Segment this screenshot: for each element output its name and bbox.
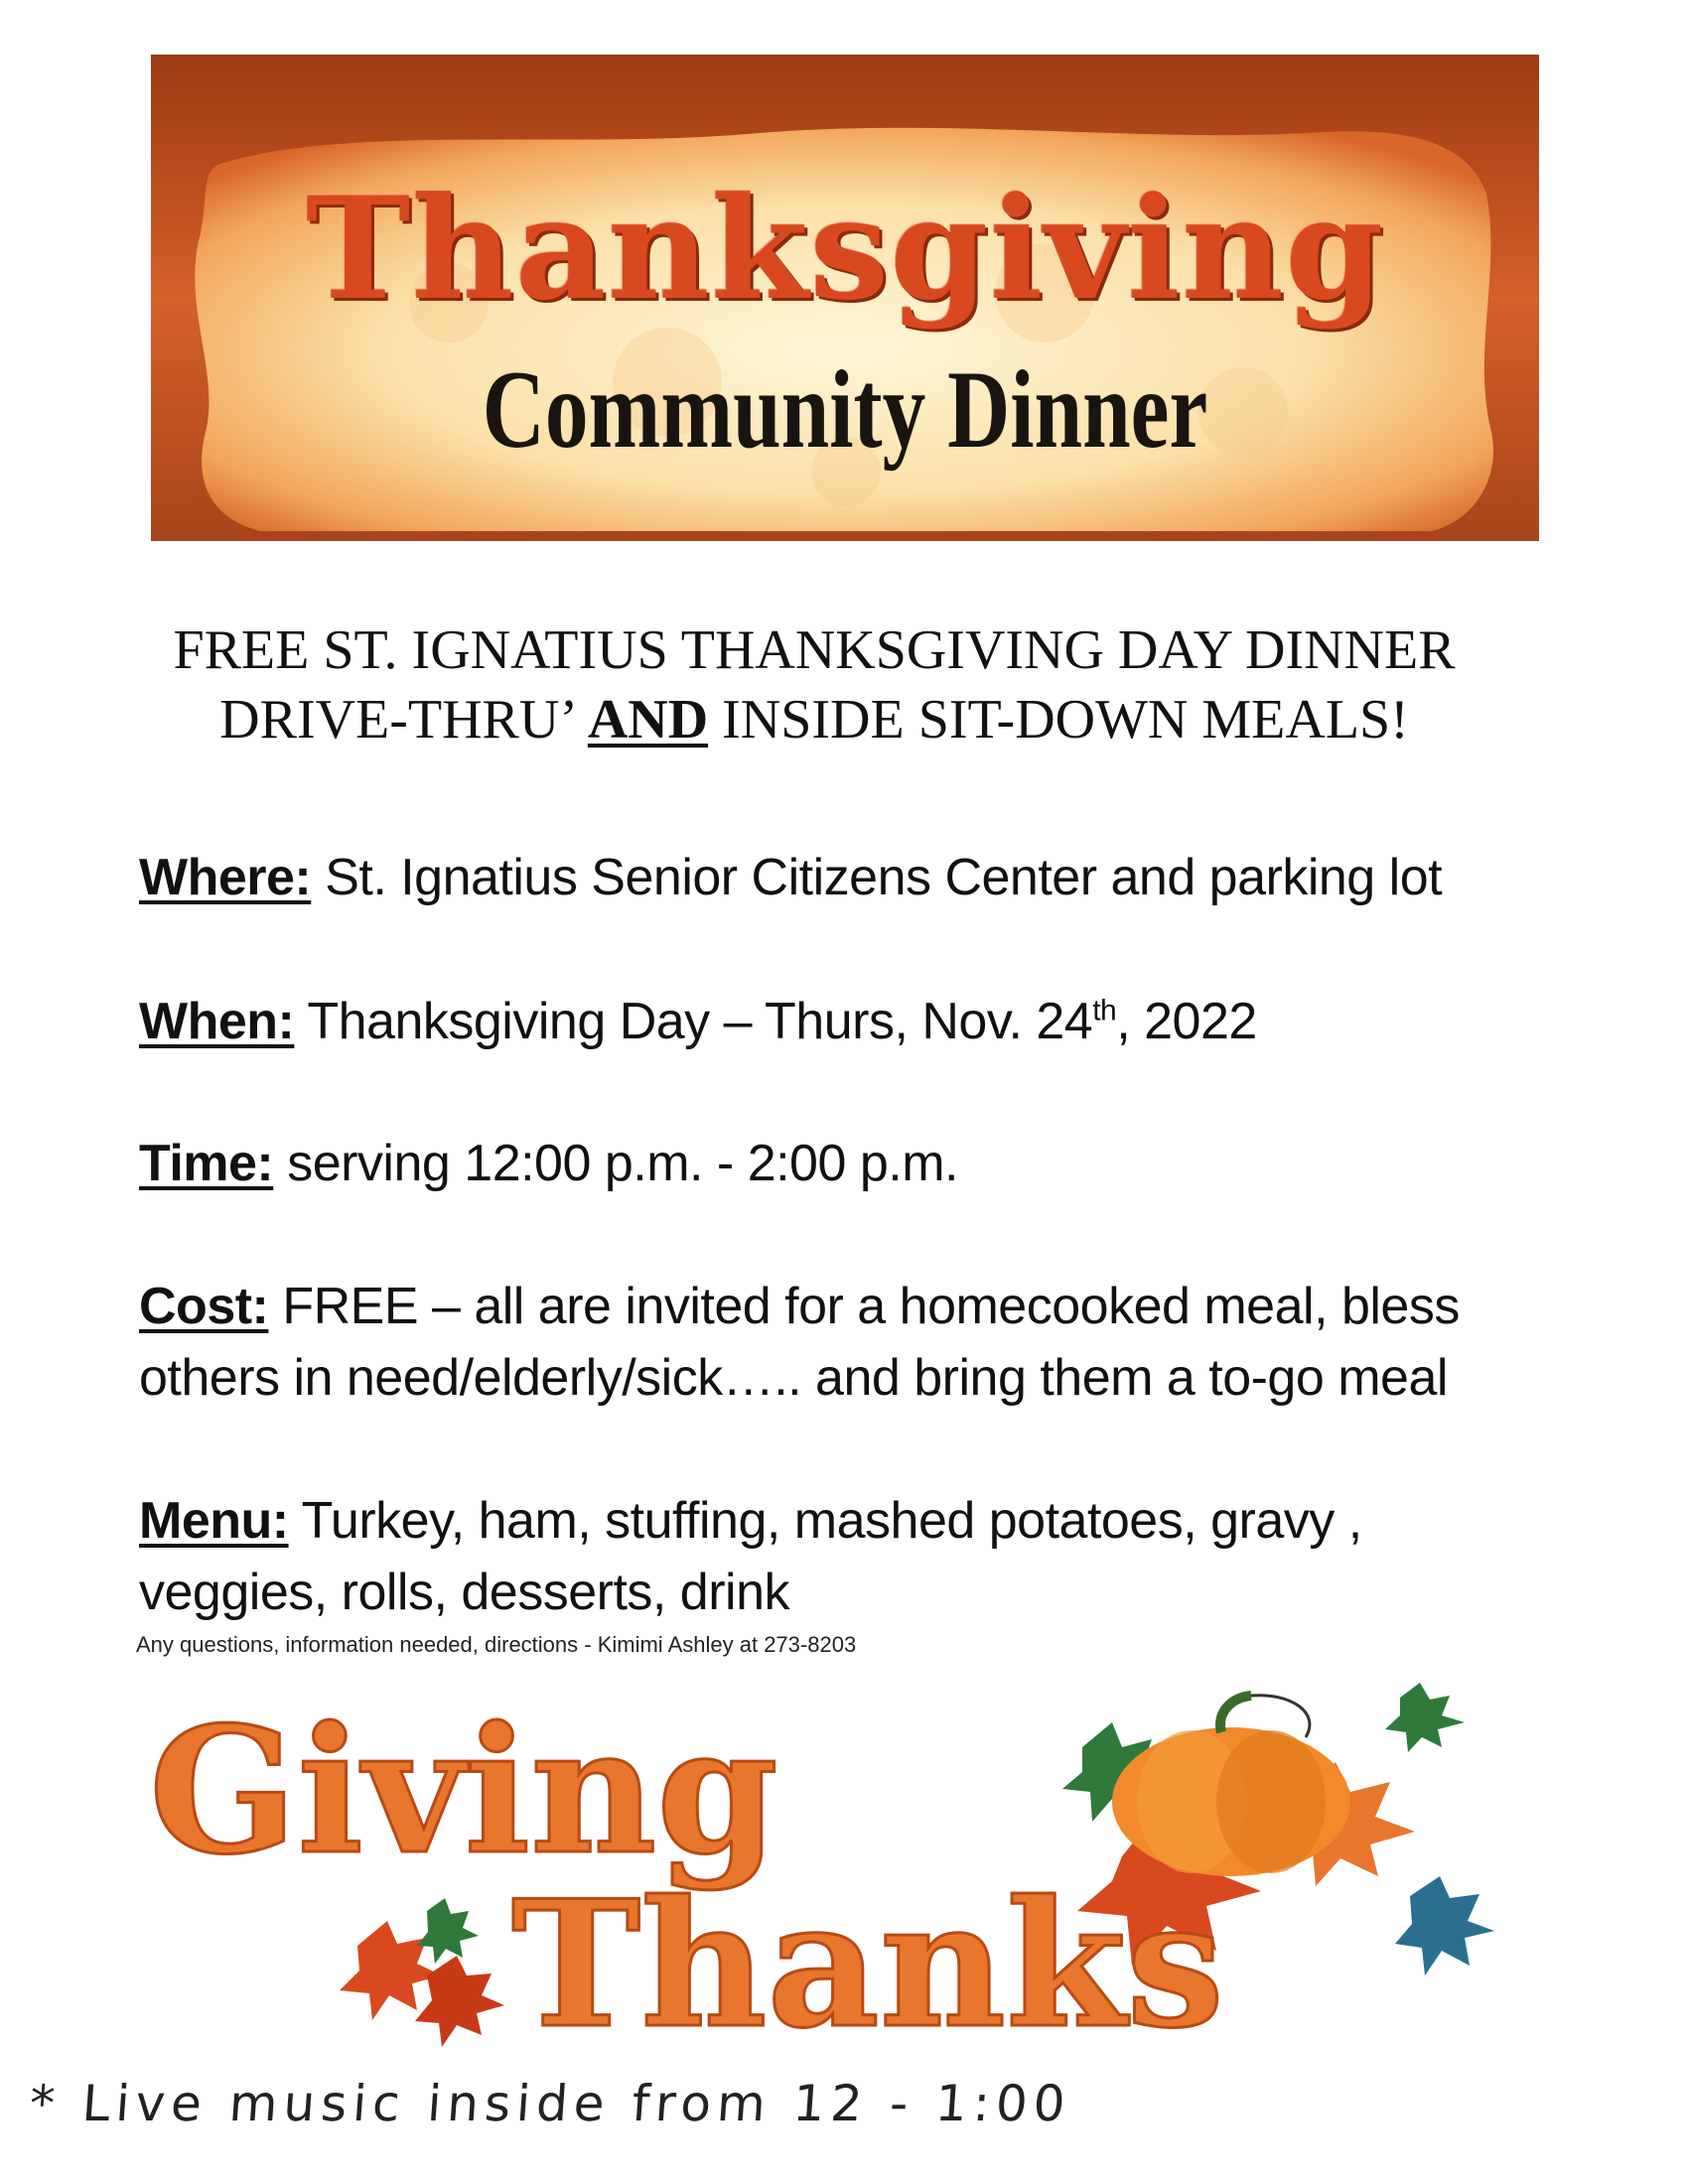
handwritten-note: * Live music inside from 12 - 1:00 bbox=[27, 2075, 1073, 2132]
detail-when bbox=[139, 986, 1549, 1057]
banner-subtitle: Community Dinner bbox=[482, 348, 1208, 472]
giving-thanks-graphic bbox=[129, 1678, 1559, 2055]
headline-line-2-start: DRIVE-THRU’ bbox=[219, 689, 588, 751]
when-text: Thanksgiving Day – Thurs, Nov. 24 bbox=[294, 993, 1093, 1050]
header-banner bbox=[151, 55, 1539, 541]
headline-line-1: FREE ST. IGNATIUS THANKSGIVING DAY DINNER bbox=[173, 619, 1456, 681]
menu-text: Turkey, ham, stuffing, mashed potatoes, gravy , veggies, rolls, desserts, drink bbox=[139, 1492, 1362, 1621]
headline-line-2 bbox=[99, 689, 1529, 751]
time-label: Time: bbox=[139, 1135, 274, 1192]
detail-where bbox=[139, 842, 1549, 913]
when-ordinal: th bbox=[1092, 994, 1117, 1027]
contact-line: Any questions, information needed, directions - Kimimi Ashley at 273-8203 bbox=[136, 1632, 857, 1657]
when-label: When: bbox=[139, 993, 295, 1050]
graphic-giving-text: Giving bbox=[149, 1690, 778, 1893]
headline-line-2-end: INSIDE SIT-DOWN MEALS! bbox=[708, 689, 1409, 751]
banner-title: Thanksgiving bbox=[305, 167, 1385, 332]
when-year: , 2022 bbox=[1116, 993, 1257, 1050]
detail-menu bbox=[139, 1485, 1549, 1628]
where-label: Where: bbox=[139, 849, 312, 906]
detail-cost bbox=[139, 1271, 1549, 1414]
graphic-thanks-text: Thanks bbox=[511, 1863, 1224, 2055]
giving-thanks-svg bbox=[129, 1678, 1559, 2055]
headline-emphasis: AND bbox=[587, 689, 709, 751]
detail-time bbox=[139, 1128, 1549, 1199]
pumpkin-icon bbox=[1112, 1696, 1350, 1876]
time-text: serving 12:00 p.m. - 2:00 p.m. bbox=[273, 1135, 958, 1192]
where-text: St. Ignatius Senior Citizens Center and parking lot bbox=[311, 849, 1443, 906]
menu-label: Menu: bbox=[139, 1492, 289, 1550]
cost-label: Cost: bbox=[139, 1278, 269, 1335]
cost-text: FREE – all are invited for a homecooked meal, bless others in need/elderly/sick….. and bring them a to-go meal bbox=[139, 1278, 1460, 1407]
